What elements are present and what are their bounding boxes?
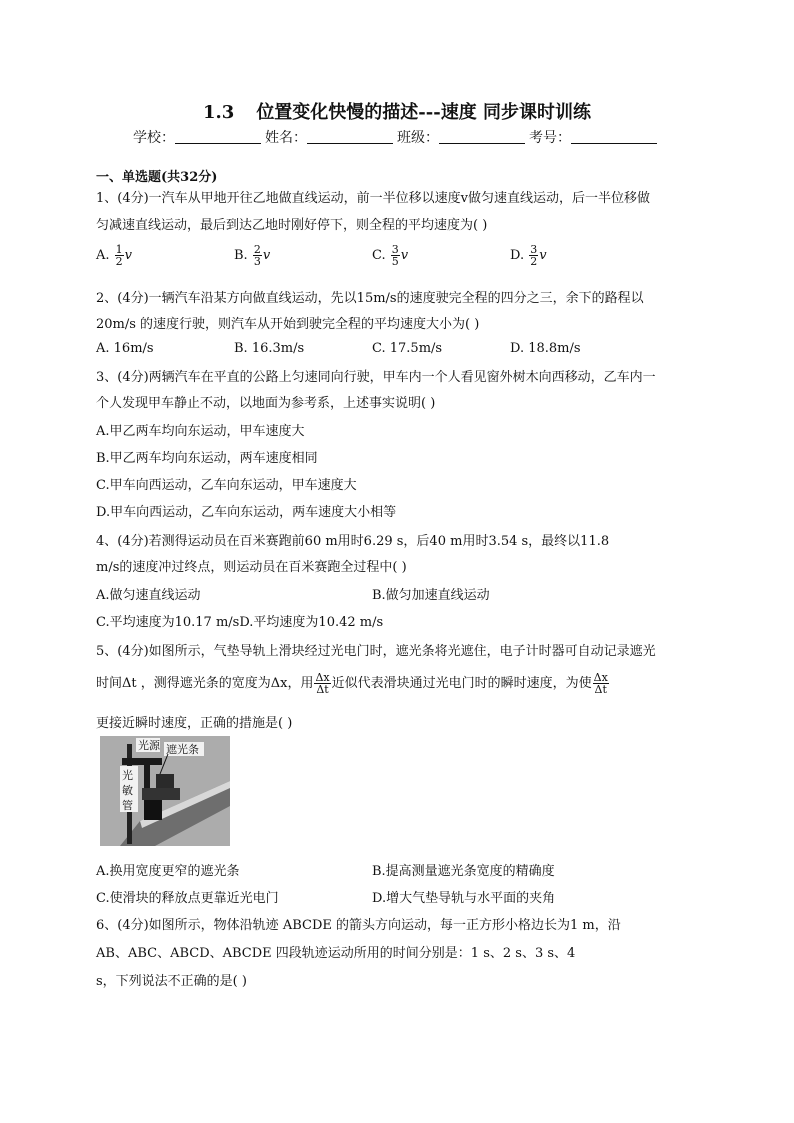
q6-line2: AB、ABC、ABCD、ABCDE 四段轨迹运动所用的时间分别是：1 s、2 s、3 s、4 bbox=[96, 946, 576, 961]
q1-c-label: C. bbox=[372, 248, 386, 263]
air-track-photo bbox=[100, 736, 230, 846]
q5-option-b[interactable]: B.提高测量遮光条宽度的精确度 bbox=[372, 864, 555, 879]
q1-b-fraction bbox=[253, 244, 262, 267]
q5-frac1-den: Δt bbox=[316, 683, 329, 696]
exam-no-blank[interactable] bbox=[571, 129, 657, 144]
q2-option-b[interactable]: B. 16.3m/s bbox=[234, 341, 305, 356]
q5-frac2-den: Δt bbox=[594, 683, 607, 696]
q1-c-var: v bbox=[400, 248, 409, 263]
q1-a-label: A. bbox=[96, 248, 110, 263]
q1-d-den: 2 bbox=[530, 255, 538, 268]
q1-option-d[interactable] bbox=[510, 244, 547, 267]
q1-a-num: 1 bbox=[115, 243, 123, 256]
photo-label-strip: 遮光条 bbox=[166, 743, 199, 756]
q6-line1: 6、(4分)如图所示，物体沿轨迹 ABCDE 的箭头方向运动，每一正方形小格边长为1 m，沿 bbox=[96, 918, 621, 933]
q3-option-b[interactable]: B.甲乙两车均向东运动，两车速度相同 bbox=[96, 451, 318, 466]
q5-line2-part1: 时间Δt ，测得遮光条的宽度为Δx，用 bbox=[96, 676, 314, 691]
q1-option-b[interactable] bbox=[234, 244, 270, 267]
school-label: 学校： bbox=[133, 130, 175, 146]
q2-option-a[interactable]: A. 16m/s bbox=[96, 341, 154, 356]
q5-line2-part2: 近似代表滑块通过光电门时的瞬时速度，为使 bbox=[331, 676, 592, 691]
q3-option-d[interactable]: D.甲车向西运动，乙车向东运动，两车速度大小相等 bbox=[96, 505, 397, 520]
q1-d-label: D. bbox=[510, 248, 525, 263]
q4-option-b[interactable]: B.做匀加速直线运动 bbox=[372, 588, 490, 603]
q1-option-c[interactable] bbox=[372, 244, 408, 267]
q6-line3: s，下列说法不正确的是( ) bbox=[96, 974, 247, 989]
q2-line2: 20m/s 的速度行驶，则汽车从开始到驶完全程的平均速度大小为( ) bbox=[96, 317, 480, 332]
q2-option-c[interactable]: C. 17.5m/s bbox=[372, 341, 443, 356]
q5-fraction-2 bbox=[593, 672, 609, 695]
photo-label-source: 光源 bbox=[138, 739, 160, 752]
q4-option-cd[interactable]: C.平均速度为10.17 m/sD.平均速度为10.42 m/s bbox=[96, 615, 384, 630]
q1-c-num: 3 bbox=[391, 243, 399, 256]
q5-option-a[interactable]: A.换用宽度更窄的遮光条 bbox=[96, 864, 240, 879]
section-number: 1.3 bbox=[202, 102, 235, 123]
exam-no-label: 考号： bbox=[529, 130, 571, 146]
q1-a-fraction bbox=[115, 244, 124, 267]
q5-frac1-num: Δx bbox=[315, 671, 330, 684]
q3-line1: 3、(4分)两辆汽车在平直的公路上匀速同向行驶，甲车内一个人看见窗外树木向西移动，乙车内一 bbox=[96, 370, 656, 385]
q4-option-a[interactable]: A.做匀速直线运动 bbox=[96, 588, 201, 603]
q2-option-d[interactable]: D. 18.8m/s bbox=[510, 341, 581, 356]
svg-text:光: 光 bbox=[122, 769, 133, 782]
q1-line2: 匀减速直线运动，最后到达乙地时刚好停下，则全程的平均速度为( ) bbox=[96, 218, 488, 233]
q1-a-var: v bbox=[124, 248, 133, 263]
school-blank[interactable] bbox=[175, 129, 261, 144]
photo-label-sensor bbox=[122, 768, 133, 812]
q1-d-fraction bbox=[529, 244, 538, 267]
class-label: 班级： bbox=[397, 130, 439, 146]
q5-option-c[interactable]: C.使滑块的释放点更靠近光电门 bbox=[96, 891, 279, 906]
q1-b-num: 2 bbox=[253, 243, 261, 256]
svg-text:管: 管 bbox=[122, 799, 133, 812]
q5-fraction-1 bbox=[314, 672, 330, 695]
q1-b-label: B. bbox=[234, 248, 248, 263]
name-blank[interactable] bbox=[307, 129, 393, 144]
q1-a-den: 2 bbox=[115, 255, 123, 268]
q5-line1: 5、(4分)如图所示，气垫导轨上滑块经过光电门时，遮光条将光遮住，电子计时器可自动记录遮光 bbox=[96, 644, 656, 659]
q1-b-var: v bbox=[262, 248, 271, 263]
q5-line3: 更接近瞬时速度，正确的措施是( ) bbox=[96, 716, 293, 731]
class-blank[interactable] bbox=[439, 129, 525, 144]
q1-option-a[interactable] bbox=[96, 244, 132, 267]
svg-text:敏: 敏 bbox=[122, 784, 133, 797]
q1-c-fraction bbox=[391, 244, 400, 267]
q1-b-den: 3 bbox=[253, 255, 261, 268]
q3-option-a[interactable]: A.甲乙两车均向东运动，甲车速度大 bbox=[96, 424, 305, 439]
q3-line2: 个人发现甲车静止不动，以地面为参考系，上述事实说明( ) bbox=[96, 396, 436, 411]
page-title bbox=[0, 98, 794, 124]
title-text: 位置变化快慢的描述---速度 同步课时训练 bbox=[256, 102, 591, 123]
q1-c-den: 5 bbox=[391, 255, 399, 268]
section-heading: 一、单选题(共32分) bbox=[96, 170, 218, 185]
q1-d-num: 3 bbox=[530, 243, 538, 256]
q4-line2: m/s的速度冲过终点，则运动员在百米赛跑全过程中( ) bbox=[96, 560, 407, 575]
student-info-row bbox=[0, 127, 794, 147]
q5-frac2-num: Δx bbox=[593, 671, 608, 684]
name-label: 姓名： bbox=[265, 130, 307, 146]
q1-d-var: v bbox=[539, 248, 547, 263]
q4-line1: 4、(4分)若测得运动员在百米赛跑前60 m用时6.29 s，后40 m用时3.54 s，最终以11.8 bbox=[96, 534, 610, 549]
q3-option-c[interactable]: C.甲车向西运动，乙车向东运动，甲车速度大 bbox=[96, 478, 357, 493]
q2-line1: 2、(4分)一辆汽车沿某方向做直线运动，先以15m/s的速度驶完全程的四分之三，余下的路程以 bbox=[96, 291, 644, 306]
q5-option-d[interactable]: D.增大气垫导轨与水平面的夹角 bbox=[372, 891, 556, 906]
q1-line1: 1、(4分)一汽车从甲地开往乙地做直线运动，前一半位移以速度v做匀速直线运动，后一半位移做 bbox=[96, 191, 651, 206]
q5-line2 bbox=[96, 672, 610, 695]
